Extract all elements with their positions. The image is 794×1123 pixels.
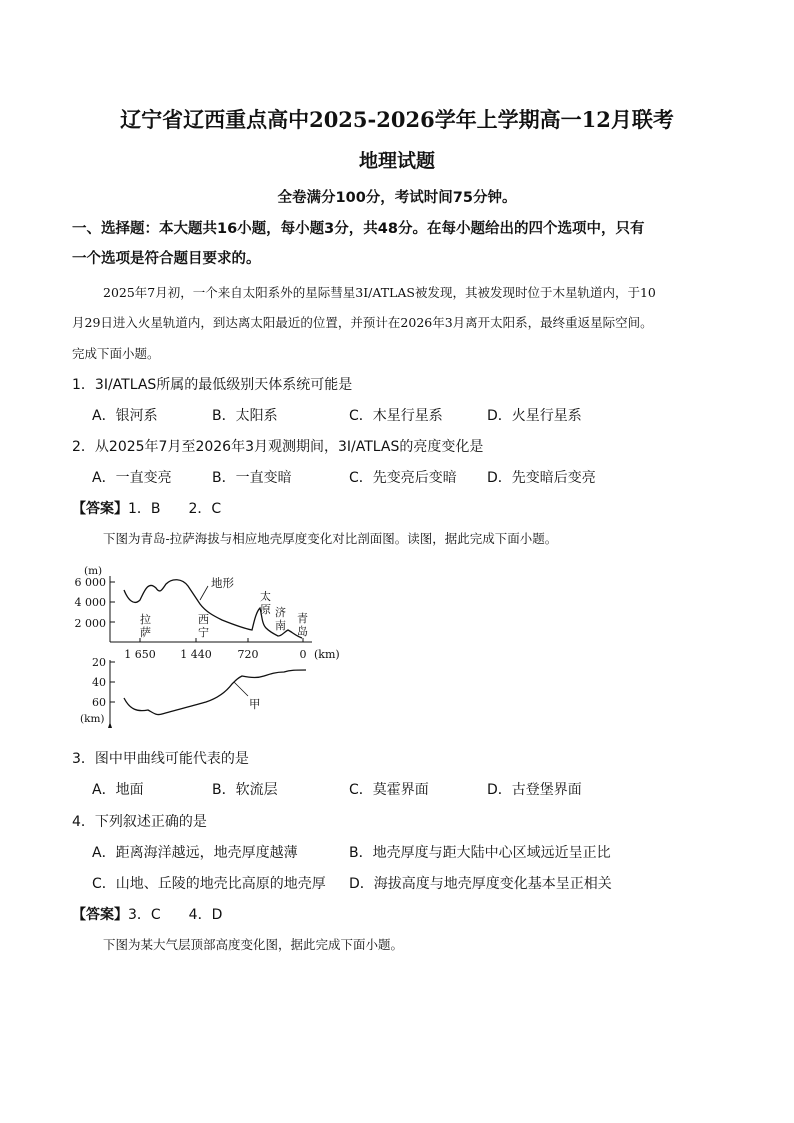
question-2-option-c: C．先变亮后变暗 (349, 470, 457, 486)
question-3-stem: 3．图中甲曲线可能代表的是 (72, 751, 249, 767)
y-tick-40: 40 (92, 676, 106, 689)
question-4-stem: 4．下列叙述正确的是 (72, 814, 207, 830)
label-terrain: 地形 (211, 576, 234, 590)
exam-note: 全卷满分100分，考试时间75分钟。 (277, 190, 517, 206)
y-unit-bottom: (km) (80, 713, 105, 725)
question-2-option-b: B．一直变暗 (212, 470, 292, 486)
question-4-option-d: D．海拔高度与地壳厚度变化基本呈正相关 (349, 876, 612, 892)
answer-block-1 (72, 498, 221, 518)
question-4-option-b: B．地壳厚度与距大陆中心区域远近呈正比 (349, 845, 611, 861)
label-qingdao-1: 青 (297, 612, 308, 625)
question-1-option-d: D．火星行星系 (487, 408, 582, 424)
passage2: 下图为青岛-拉萨海拔与相应地壳厚度变化对比剖面图。读图，据此完成下面小题。 (103, 531, 558, 546)
label-jia: 甲 (249, 697, 261, 711)
question-3-option-b: B．软流层 (212, 782, 278, 798)
label-xining-2: 宁 (198, 626, 209, 639)
question-1-stem: 1．3I/ATLAS所属的最低级别天体系统可能是 (72, 377, 353, 393)
exam-subtitle: 地理试题 (358, 150, 435, 172)
question-1-option-a: A．银河系 (92, 408, 158, 424)
label-lhasa-2: 萨 (140, 626, 151, 639)
question-1-option-c: C．木星行星系 (349, 408, 443, 424)
answer-label: 【答案】 (72, 501, 128, 517)
label-taiyuan-1: 太 (260, 590, 271, 603)
x-tick-1440: 1 440 (180, 648, 212, 661)
question-3-option-d: D．古登堡界面 (487, 782, 582, 798)
answer-text: 1．B 2．C (128, 501, 222, 517)
profile-figure (72, 560, 362, 732)
answer-block-2 (72, 904, 222, 924)
y-tick-6000: 6 000 (74, 576, 106, 589)
y-tick-4000: 4 000 (74, 596, 106, 609)
y-tick-60: 60 (92, 696, 106, 709)
section-heading-line1: 一、选择题：本大题共16小题，每小题3分，共48分。在每小题给出的四个选项中，只有 (72, 221, 645, 237)
passage1-line3: 完成下面小题。 (72, 346, 160, 361)
x-unit: (km) (314, 648, 340, 661)
jia-curve (124, 670, 306, 715)
question-2-option-a: A．一直变亮 (92, 470, 172, 486)
label-qingdao-2: 岛 (297, 625, 308, 638)
question-2-stem: 2．从2025年7月至2026年3月观测期间，3I/ATLAS的亮度变化是 (72, 439, 484, 455)
passage1-line2: 月29日进入火星轨道内，到达离太阳最近的位置，并预计在2026年3月离开太阳系，最终重返星际空间。 (72, 315, 653, 330)
question-1-option-b: B．太阳系 (212, 408, 278, 424)
question-4-option-c: C．山地、丘陵的地壳比高原的地壳厚 (92, 876, 326, 892)
section-heading-line2: 一个选项是符合题目要求的。 (72, 251, 261, 267)
passage3: 下图为某大气层顶部高度变化图，据此完成下面小题。 (103, 937, 404, 952)
question-2-option-d: D．先变暗后变亮 (487, 470, 596, 486)
x-tick-0: 0 (299, 648, 307, 661)
label-xining-1: 西 (198, 613, 209, 626)
question-3-option-c: C．莫霍界面 (349, 782, 429, 798)
y-tick-2000: 2 000 (74, 617, 106, 630)
question-3-option-a: A．地面 (92, 782, 144, 798)
exam-title: 辽宁省辽西重点高中2025-2026学年上学期高一12月联考 (120, 107, 674, 132)
x-tick-1650: 1 650 (124, 648, 156, 661)
x-tick-720: 720 (237, 648, 259, 661)
label-jinan-1: 济 (275, 606, 286, 619)
label-taiyuan-2: 原 (260, 603, 271, 616)
answer-text: 3．C 4．D (128, 907, 223, 923)
y-tick-20: 20 (92, 656, 106, 669)
question-4-option-a: A．距离海洋越远，地壳厚度越薄 (92, 845, 298, 861)
answer-label: 【答案】 (72, 907, 128, 923)
y-unit-top: (m) (84, 565, 103, 577)
label-jinan-2: 南 (275, 619, 286, 632)
passage1-line1: 2025年7月初，一个来自太阳系外的星际彗星3I/ATLAS被发现，其被发现时位于木星轨道内，于10 (103, 285, 656, 300)
label-lhasa-1: 拉 (140, 613, 151, 626)
